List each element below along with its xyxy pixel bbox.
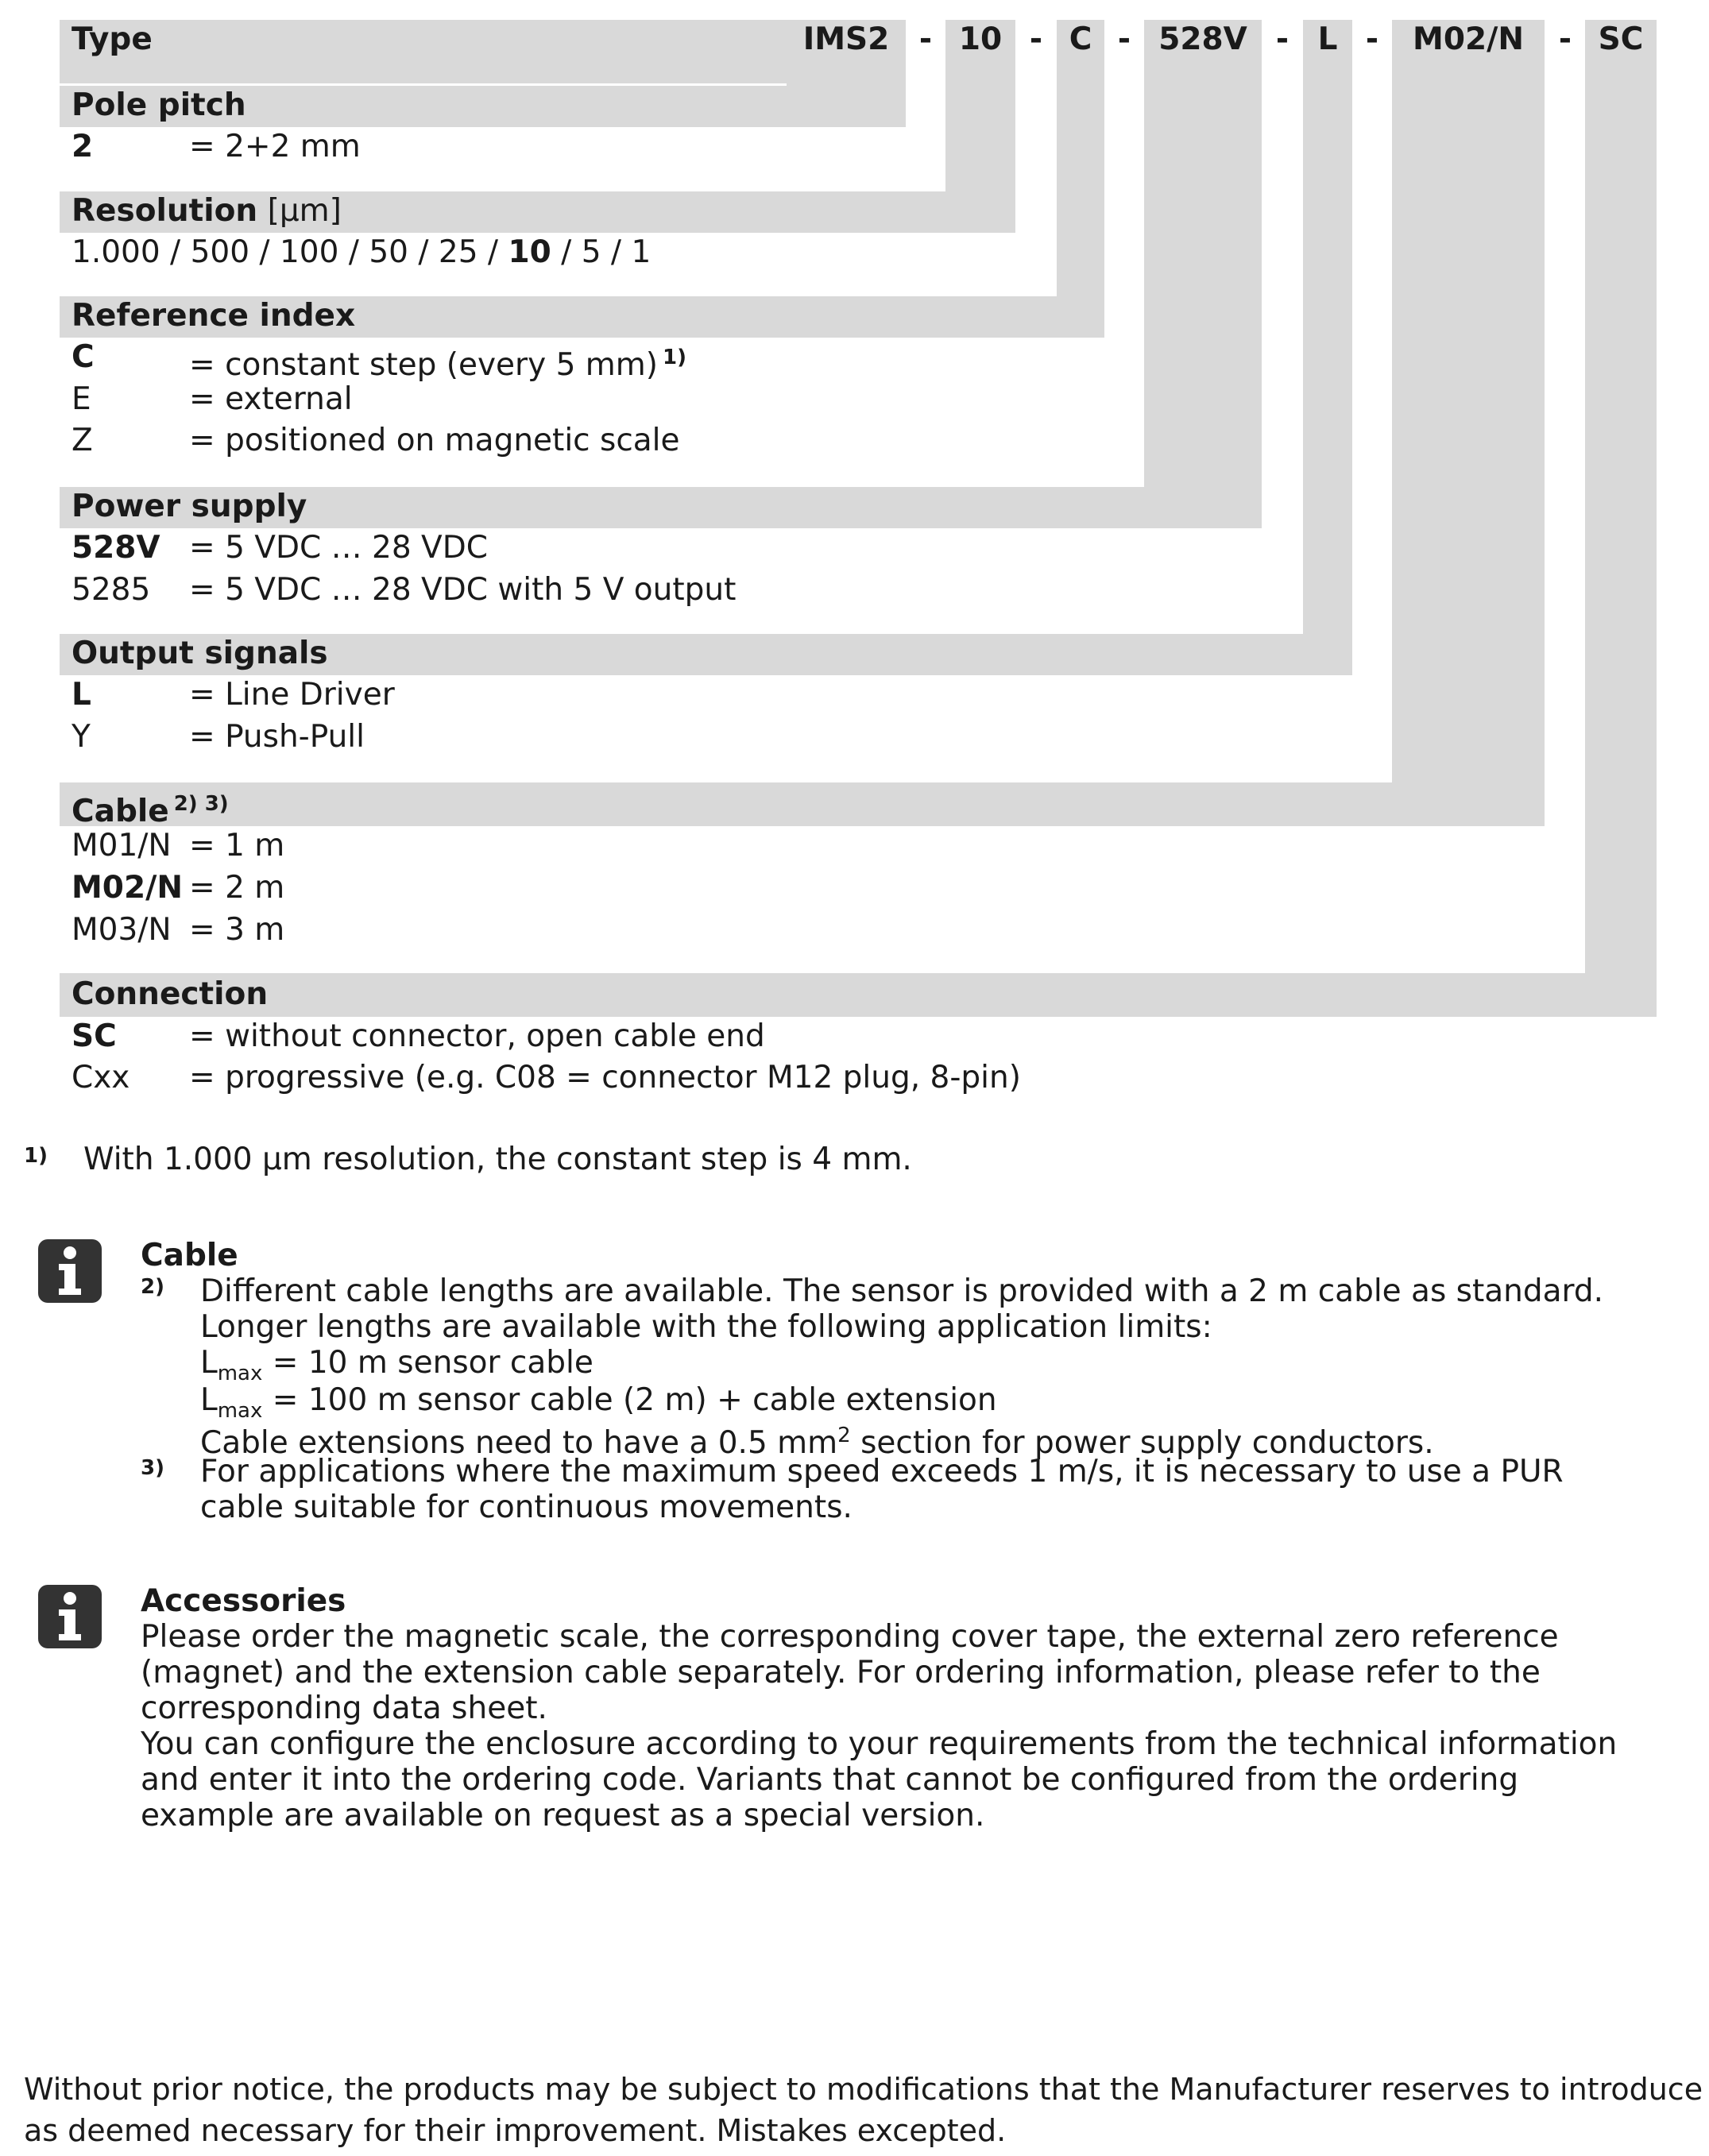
resolution-values — [72, 233, 651, 272]
power-supply-title: Power supply — [72, 489, 307, 524]
resolution-values-b: / 5 / 1 — [561, 234, 652, 270]
type-code-row — [0, 0, 1709, 79]
ps-code-528v: 528V — [72, 530, 160, 566]
cable-desc-m01n: = 1 m — [189, 828, 285, 864]
info-icon — [38, 1585, 102, 1648]
ref-code-c: C — [72, 339, 95, 375]
accessories-line-6: example are available on request as a special version. — [141, 1798, 985, 1833]
col-m02n — [1392, 20, 1545, 826]
type-label: Type — [72, 21, 153, 57]
os-code-y: Y — [72, 719, 91, 755]
ref-desc-e: = external — [189, 381, 353, 417]
code-m02n: M02/N — [1413, 21, 1524, 57]
ref-code-e: E — [72, 381, 91, 417]
code-528v: 528V — [1158, 21, 1247, 57]
conn-code-cxx: Cxx — [72, 1060, 130, 1095]
code-sc: SC — [1598, 21, 1644, 57]
ref-fn-1: 1) — [662, 346, 686, 369]
reference-index-title: Reference index — [72, 298, 356, 334]
cable-code-m02n: M02/N — [72, 870, 183, 906]
lmax-l-2: L — [200, 1382, 218, 1418]
resolution-values-a: 1.000 / 500 / 100 / 50 / 25 / — [72, 234, 499, 270]
cable-desc-m03n: = 3 m — [189, 912, 285, 948]
info-cable-line7: cable suitable for continuous movements. — [200, 1489, 853, 1525]
cable-code-m01n: M01/N — [72, 828, 172, 864]
dash-1: - — [918, 21, 933, 57]
accessories-line-4: You can configure the enclosure according to your requirements from the technical information — [141, 1726, 1618, 1762]
col-sc — [1585, 20, 1657, 1017]
cable-code-m03n: M03/N — [72, 912, 172, 948]
info-cable-fn3: 3) — [141, 1456, 164, 1480]
ref-desc-c-text: = constant step (every 5 mm) — [189, 347, 658, 383]
ref-desc-z: = positioned on magnetic scale — [189, 423, 680, 458]
connection-title: Connection — [72, 976, 269, 1012]
ref-code-z: Z — [72, 423, 93, 458]
lmax-line3-text: = 10 m sensor cable — [272, 1345, 594, 1381]
lmax-sub-1: max — [217, 1361, 263, 1385]
ps-code-5285: 5285 — [72, 572, 151, 608]
info-cable-line6: For applications where the maximum speed exceeds 1 m/s, it is necessary to use a PUR — [200, 1454, 1564, 1489]
line5-a: Cable extensions need to have a 0.5 mm — [200, 1425, 838, 1461]
os-code-l: L — [72, 677, 91, 713]
code-ims2: IMS2 — [802, 21, 890, 57]
cable-title-wrap — [72, 784, 229, 832]
bar-cable — [60, 782, 1545, 826]
dash-5: - — [1365, 21, 1379, 57]
code-c: C — [1069, 21, 1092, 57]
col-528v — [1144, 20, 1262, 528]
accessories-line-5: and enter it into the ordering code. Variants that cannot be configured from the ordering — [141, 1762, 1519, 1798]
os-desc-y: = Push-Pull — [189, 719, 365, 755]
ref-desc-c — [189, 338, 686, 385]
info-accessories-title: Accessories — [141, 1583, 346, 1619]
conn-desc-cxx: = progressive (e.g. C08 = connector M12 plug, 8-pin) — [189, 1060, 1021, 1095]
code-l: L — [1317, 21, 1338, 57]
dash-4: - — [1275, 21, 1289, 57]
info-cable-line2: Longer lengths are available with the following application limits: — [200, 1309, 1212, 1345]
info-cable-title: Cable — [141, 1238, 238, 1273]
line5-sup: 2 — [837, 1424, 851, 1447]
os-desc-l: = Line Driver — [189, 677, 395, 713]
cable-title: Cable — [72, 794, 169, 829]
accessories-line-2: (magnet) and the extension cable separately. For ordering information, please refer to the — [141, 1655, 1541, 1690]
ps-desc-5285: = 5 VDC … 28 VDC with 5 V output — [189, 572, 737, 608]
line5-b: section for power supply conductors. — [850, 1425, 1434, 1461]
pole-pitch-code: 2 — [72, 129, 94, 164]
ps-desc-528v: = 5 VDC … 28 VDC — [189, 530, 488, 566]
conn-desc-sc: = without connector, open cable end — [189, 1018, 765, 1054]
resolution-title: Resolution — [72, 193, 258, 229]
disclaimer-line-1: Without prior notice, the products may be subject to modifications that the Manufacturer reserves to introduce — [24, 2072, 1703, 2107]
lmax-line4-text: = 100 m sensor cable (2 m) + cable extension — [272, 1382, 997, 1418]
resolution-title-wrap — [72, 191, 342, 231]
accessories-line-1: Please order the magnetic scale, the corresponding cover tape, the external zero reference — [141, 1619, 1559, 1655]
dash-2: - — [1029, 21, 1043, 57]
dash-3: - — [1117, 21, 1131, 57]
footnote1-text: With 1.000 µm resolution, the constant step is 4 mm. — [83, 1142, 912, 1177]
output-signals-title: Output signals — [72, 636, 328, 671]
lmax-l-1: L — [200, 1345, 218, 1381]
pole-pitch-title: Pole pitch — [72, 87, 246, 123]
dash-6: - — [1558, 21, 1572, 57]
lmax-sub-2: max — [217, 1398, 263, 1423]
pole-pitch-desc: = 2+2 mm — [189, 129, 361, 164]
info-cable-fn2: 2) — [141, 1275, 164, 1299]
cable-title-fn: 2) 3) — [173, 792, 229, 816]
col-l — [1303, 20, 1352, 675]
code-10: 10 — [958, 21, 1003, 57]
accessories-line-3: corresponding data sheet. — [141, 1690, 547, 1726]
info-cable-line1: Different cable lengths are available. The sensor is provided with a 2 m cable as standard. — [200, 1273, 1604, 1309]
footnote1-mark: 1) — [24, 1144, 48, 1168]
resolution-unit: [µm] — [267, 193, 342, 229]
disclaimer-line-2: as deemed necessary for their improvement. Mistakes excepted. — [24, 2113, 1007, 2148]
resolution-values-default: 10 — [508, 234, 551, 270]
conn-code-sc: SC — [72, 1018, 117, 1054]
info-icon — [38, 1239, 102, 1303]
cable-desc-m02n: = 2 m — [189, 870, 285, 906]
bar-connection — [60, 973, 1657, 1017]
